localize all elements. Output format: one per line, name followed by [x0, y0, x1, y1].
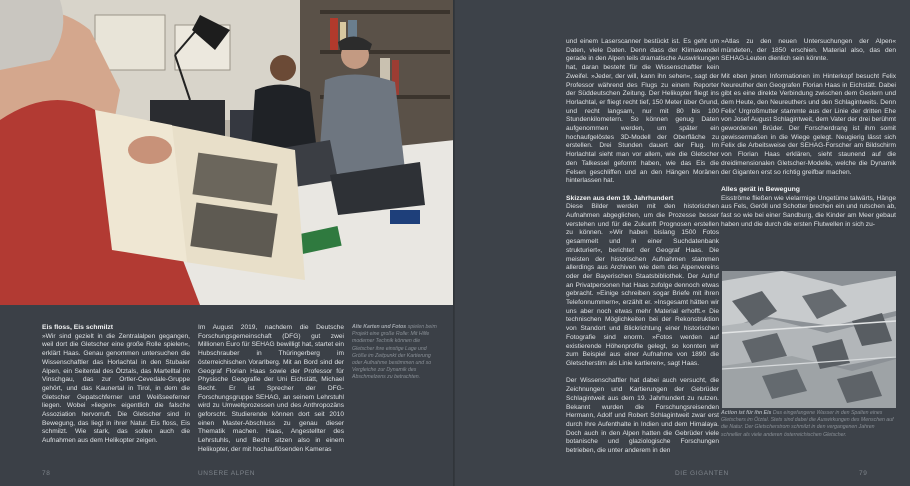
page-number: 79	[859, 470, 868, 477]
body-text: Der Wissenschaftler hat dabei auch versucht, die Zeichnungen und Kartierungen der Gebrüder Schlagintweit aus dem 19. Jahrhundert zu nutzen. Bekannt wurden die Forschungsreisenden Hermann, Adolf und Robert Schlagintweit zwar erst durch ihre Aufenthalte in Indien und dem Himalaya. Doch auch in den Alpen hatten die Gebrüder viele botanische und glaziologische Forschungen betrieben, die unter anderem in den	[566, 377, 719, 455]
section-heading: Alles gerät in Bewegung	[721, 185, 800, 193]
right-column-2	[721, 38, 896, 229]
body-text: »Atlas zu den neuen Untersuchungen der Alpen« mündeten, der 1850 erschien. Material also, das den SEHAG-Leuten dienlich sein könnte.	[721, 38, 896, 63]
body-text: Im August 2019, nachdem die Deutsche Forschungsgemeinschaft (DFG) gut zwei Millionen Euro für SEHAG bewilligt hat, startet ein Hubschrauber in Thüringerberg im österreichischen Vorarlberg. Mit an Bord sind der Geograf Florian Haas sowie der Professor für Physische Geografie der Uni Eichstätt, Michael Becht. Er ist Sprecher der DFG-Forschungsgruppe SEHAG, an seinem Lehrstuhl wird zu Umweltprozessen und des Anthropozäns geforscht. Studierende können dort seit 2010 einen Master-Abschluss zu genau dieser Thematik machen. Haas, Angestellter des Lehrstuhls, und Becht sitzen also in einem Helikopter, der mit hochauflösenden Kameras	[198, 324, 344, 453]
caption-lead: Alte Karten und Fotos	[352, 324, 407, 330]
photo-illustration	[0, 0, 455, 305]
caption-text: Das eingefangene Wasser in den Spalten eines Gletschers im Ötztal. Stets sind dabei die Auswirkungen des Menschen auf die Natur. Der Gletscherstrom schmilzt in den vergangenen Jahren schneller als viele anderen österreichischen Gletscher.	[721, 410, 894, 438]
right-page	[455, 0, 910, 486]
left-column-2	[198, 324, 344, 455]
running-head: DIE GIGANTEN	[675, 470, 729, 477]
section-heading: Skizzen aus dem 19. Jahrhundert	[566, 194, 674, 202]
body-text: »Wir sind gezielt in die Zentralalpen gegangen, weil dort die Gletscher eine große Rolle spielen«, erklärt Haas. Genau genommen untersuchen die Wissenschaftler das Horlachtal in den Stubaier Alpen, ein Seitental des Ötztals, das Martelltal im Vinschgau, das zur Ortler-Cevedale-Gruppe gehört, und das Kaunertal in Tirol, in dem die Gletscher Gepatschferner und Weißseeferner liegen. Wobei »liegen« eigentlich die falsche Assoziation hervorruft. Die Gletscher sind in Bewegung, das liegt in ihrer Natur. Eis floss, Eis schmilzt. Wie stark, das sollen auch die Aufnahmen aus dem Helikopter zeigen.	[42, 332, 190, 445]
caption-lead: Action ist für ihn Eis	[721, 410, 772, 416]
body-text: Eisströme fließen wie vielarmige Ungetüme talwärts, Hänge aus Fels, Geröll und Schotter brechen ein und rutschen ab, fast so wie bei einer Sandburg, die Kinder am Meer gebaut haben und die durch die ersten Flutwellen in sich zu-	[721, 194, 896, 228]
photo-caption	[352, 324, 440, 382]
left-column-1	[42, 324, 190, 446]
glacier-caption	[721, 410, 896, 439]
page-number: 78	[42, 470, 51, 477]
caption-text: spielen beim Projekt eine große Rolle: Mit Hilfe moderner Technik können die Gletscher ihre einstige Lage und Größe im Zeitpunkt der Kartierung oder Aufnahme bestimmen und so Vergleiche zur Dynamik des Abschmelzens zu betrachten.	[352, 324, 437, 381]
glacier-illustration	[722, 271, 896, 408]
right-column-1	[566, 38, 719, 456]
body-text: Mit eben jenen Informationen im Hinterkopf besucht Felix Neureuther den Geografen Florian Haas in Eichstätt. Dabei gibt es eine direkte Verbindung zwischen dem Gestern und dem Heute, den Neureuthers und den Schlagintweits. Denn Felix' Urgroßmutter stammte aus der Linie der dritten Ehe von Josef August Schlagintweit, dem Vater der drei berühmt gewordenen Brüder. Der Forscherdrang ist ihm somit gewissermaßen in die Wiege gelegt. Neugierig lässt sich Felix die Arbeitsweise der SEHAG-Forscher am Bildschirm von Florian Haas erklären, sieht staunend auf die dreidimensionalen Gletscher-Modelle, welche die Dynamik der Giganten erst so richtig greifbar machen.	[721, 72, 896, 176]
section-heading: Eis floss, Eis schmilzt	[42, 324, 114, 331]
body-text: Diese Bilder werden mit den historischen Aufnahmen abgeglichen, um die Prozesse besser verstehen und für die Zukunft Prognosen erstellen zu können. »Wir haben bislang 1500 Fotos gesammelt und in einer Suchdatenbank strukturiert«, berichtet der Geograf Haas. Die meisten der historischen Aufnahmen stammen allerdings aus Archiven wie dem des Alpenvereins oder der Bayerischen Staatsbibliothek. Der Aufruf an Privatpersonen hat Haas zufolge dennoch etwas gebracht. »Einige schreiben sogar Briefe mit ihren Telefonnummern«, erzählt er. »Insgesamt hätten wir uns aber noch etwas mehr Material erhofft.« Die technischen Möglichkeiten bei der Rekonstruktion von Standort und Blickrichtung einer historischen Fotografie sind enorm. »Fotos werden auf existierende Höhenprofile gelegt, so konnten wir zum Beispiel aus einer Aufnahme von 1890 die Gletscherstirn als Linie kartieren«, sagt Haas.	[566, 203, 719, 367]
lead-photo	[0, 0, 455, 305]
running-head: UNSERE ALPEN	[198, 470, 256, 477]
body-text: und einem Laserscanner bestückt ist. Es geht um Daten, viele Daten. Denn dass der Klimawandel gerade in den Alpen teils dramatische Auswirkungen hat, daran besteht für die Wissenschaftler kein Zweifel. »Jeder, der will, kann ihn sehen«, sagt der Professor während des Flugs zu einem Reporter der Süddeutschen Zeitung. Der Helikopter fliegt ins Horlachtal, er fliegt recht tief, 150 Meter über Grund, und recht langsam, nur mit 80 bis 100 Stundenkilometern. So können genug Daten aufgenommen werden, um später ein hochaufgelöstes 3D-Modell der Oberfläche zu erstellen. Drei Stunden dauert der Flug. Im Horlachtal sieht man vor allem, wie die Gletscher den Talkessel geformt haben, wie das Eis die Felsen geschliffen und an den Hängen Moränen hinterlassen hat.	[566, 38, 719, 185]
glacier-photo	[722, 271, 896, 408]
